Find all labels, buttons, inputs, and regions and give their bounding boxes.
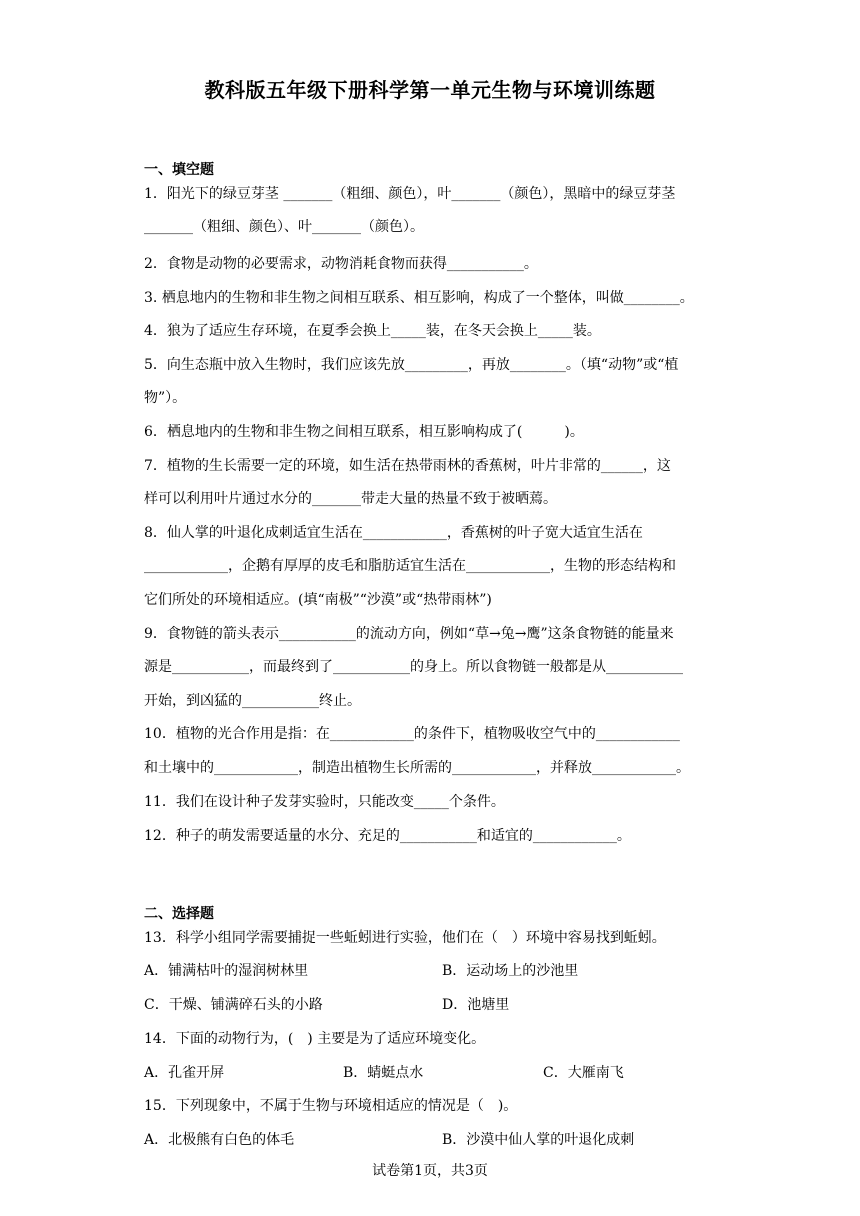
question-line: 4．狼为了适应生存环境，在夏季会换上_____装，在冬天会换上_____装。: [144, 323, 601, 339]
question-line: _______（粗细、颜色）、叶_______（颜色）。: [144, 219, 424, 235]
option-a: A．北极熊有白色的体毛: [144, 1132, 295, 1148]
section-heading-fill: 一、填空题: [144, 162, 214, 178]
option-a: A．铺满枯叶的湿润树林里: [144, 963, 309, 979]
question-stem: 15．下列现象中，不属于生物与环境相适应的情况是（ )。: [144, 1098, 518, 1114]
question-line: 10．植物的光合作用是指：在____________的条件下，植物吸收空气中的____________: [144, 726, 680, 742]
question-line: 3. 栖息地内的生物和非生物之间相互联系、相互影响，构成了一个整体，叫做________。: [144, 290, 694, 306]
question-line: 1．阳光下的绿豆芽茎 _______（粗细、颜色），叶_______（颜色），黑暗中的绿豆芽茎: [144, 186, 676, 202]
option-b: B．蜻蜓点水: [343, 1065, 424, 1081]
question-line: 和土壤中的____________，制造出植物生长所需的____________，并释放____________。: [144, 760, 690, 776]
question-line: 9．食物链的箭头表示___________的流动方向，例如“草→兔→鹰”这条食物链的能量来: [144, 626, 674, 642]
question-line: 开始，到凶猛的___________终止。: [144, 693, 361, 709]
question-line: 6．栖息地内的生物和非生物之间相互联系，相互影响构成了( )。: [144, 424, 584, 440]
option-b: B．沙漠中仙人掌的叶退化成刺: [442, 1132, 635, 1148]
question-line: 5．向生态瓶中放入生物时，我们应该先放_________，再放________。（填“动物”或“植: [144, 357, 679, 373]
question-line: 8．仙人掌的叶退化成刺适宜生活在____________，香蕉树的叶子宽大适宜生活在: [144, 525, 643, 541]
page-footer: 试卷第1页，共3页: [372, 1163, 488, 1179]
option-b: B．运动场上的沙池里: [442, 963, 579, 979]
question-line: 2．食物是动物的必要需求，动物消耗食物而获得___________。: [144, 256, 538, 272]
question-line: 物”）。: [144, 390, 187, 406]
question-line: 7．植物的生长需要一定的环境，如生活在热带雨林的香蕉树，叶片非常的______，这: [144, 458, 671, 474]
question-stem: 14．下面的动物行为，( ) 主要是为了适应环境变化。: [144, 1031, 486, 1047]
question-stem: 13．科学小组同学需要捕捉一些蚯蚓进行实验，他们在（ ）环境中容易找到蚯蚓。: [144, 930, 666, 946]
question-line: ____________，企鹅有厚厚的皮毛和脂肪适宜生活在____________，生物的形态结构和: [144, 558, 676, 574]
question-line: 样可以利用叶片通过水分的_______带走大量的热量不致于被晒蔫。: [144, 491, 557, 507]
option-c: C．大雁南飞: [543, 1065, 624, 1081]
section-heading-choice: 二、选择题: [144, 906, 214, 922]
question-line: 它们所处的环境相适应。(填“南极”“沙漠”或“热带雨林”): [144, 592, 492, 608]
question-line: 11．我们在设计种子发芽实验时，只能改变_____个条件。: [144, 794, 505, 810]
option-c: C．干燥、铺满碎石头的小路: [144, 997, 323, 1013]
question-line: 源是___________，而最终到了___________的身上。所以食物链一般都是从___________: [144, 659, 683, 675]
page-title: 教科版五年级下册科学第一单元生物与环境训练题: [204, 78, 656, 102]
option-a: A．孔雀开屏: [144, 1065, 225, 1081]
question-line: 12．种子的萌发需要适量的水分、充足的___________和适宜的____________。: [144, 828, 631, 844]
option-d: D．池塘里: [442, 997, 510, 1013]
